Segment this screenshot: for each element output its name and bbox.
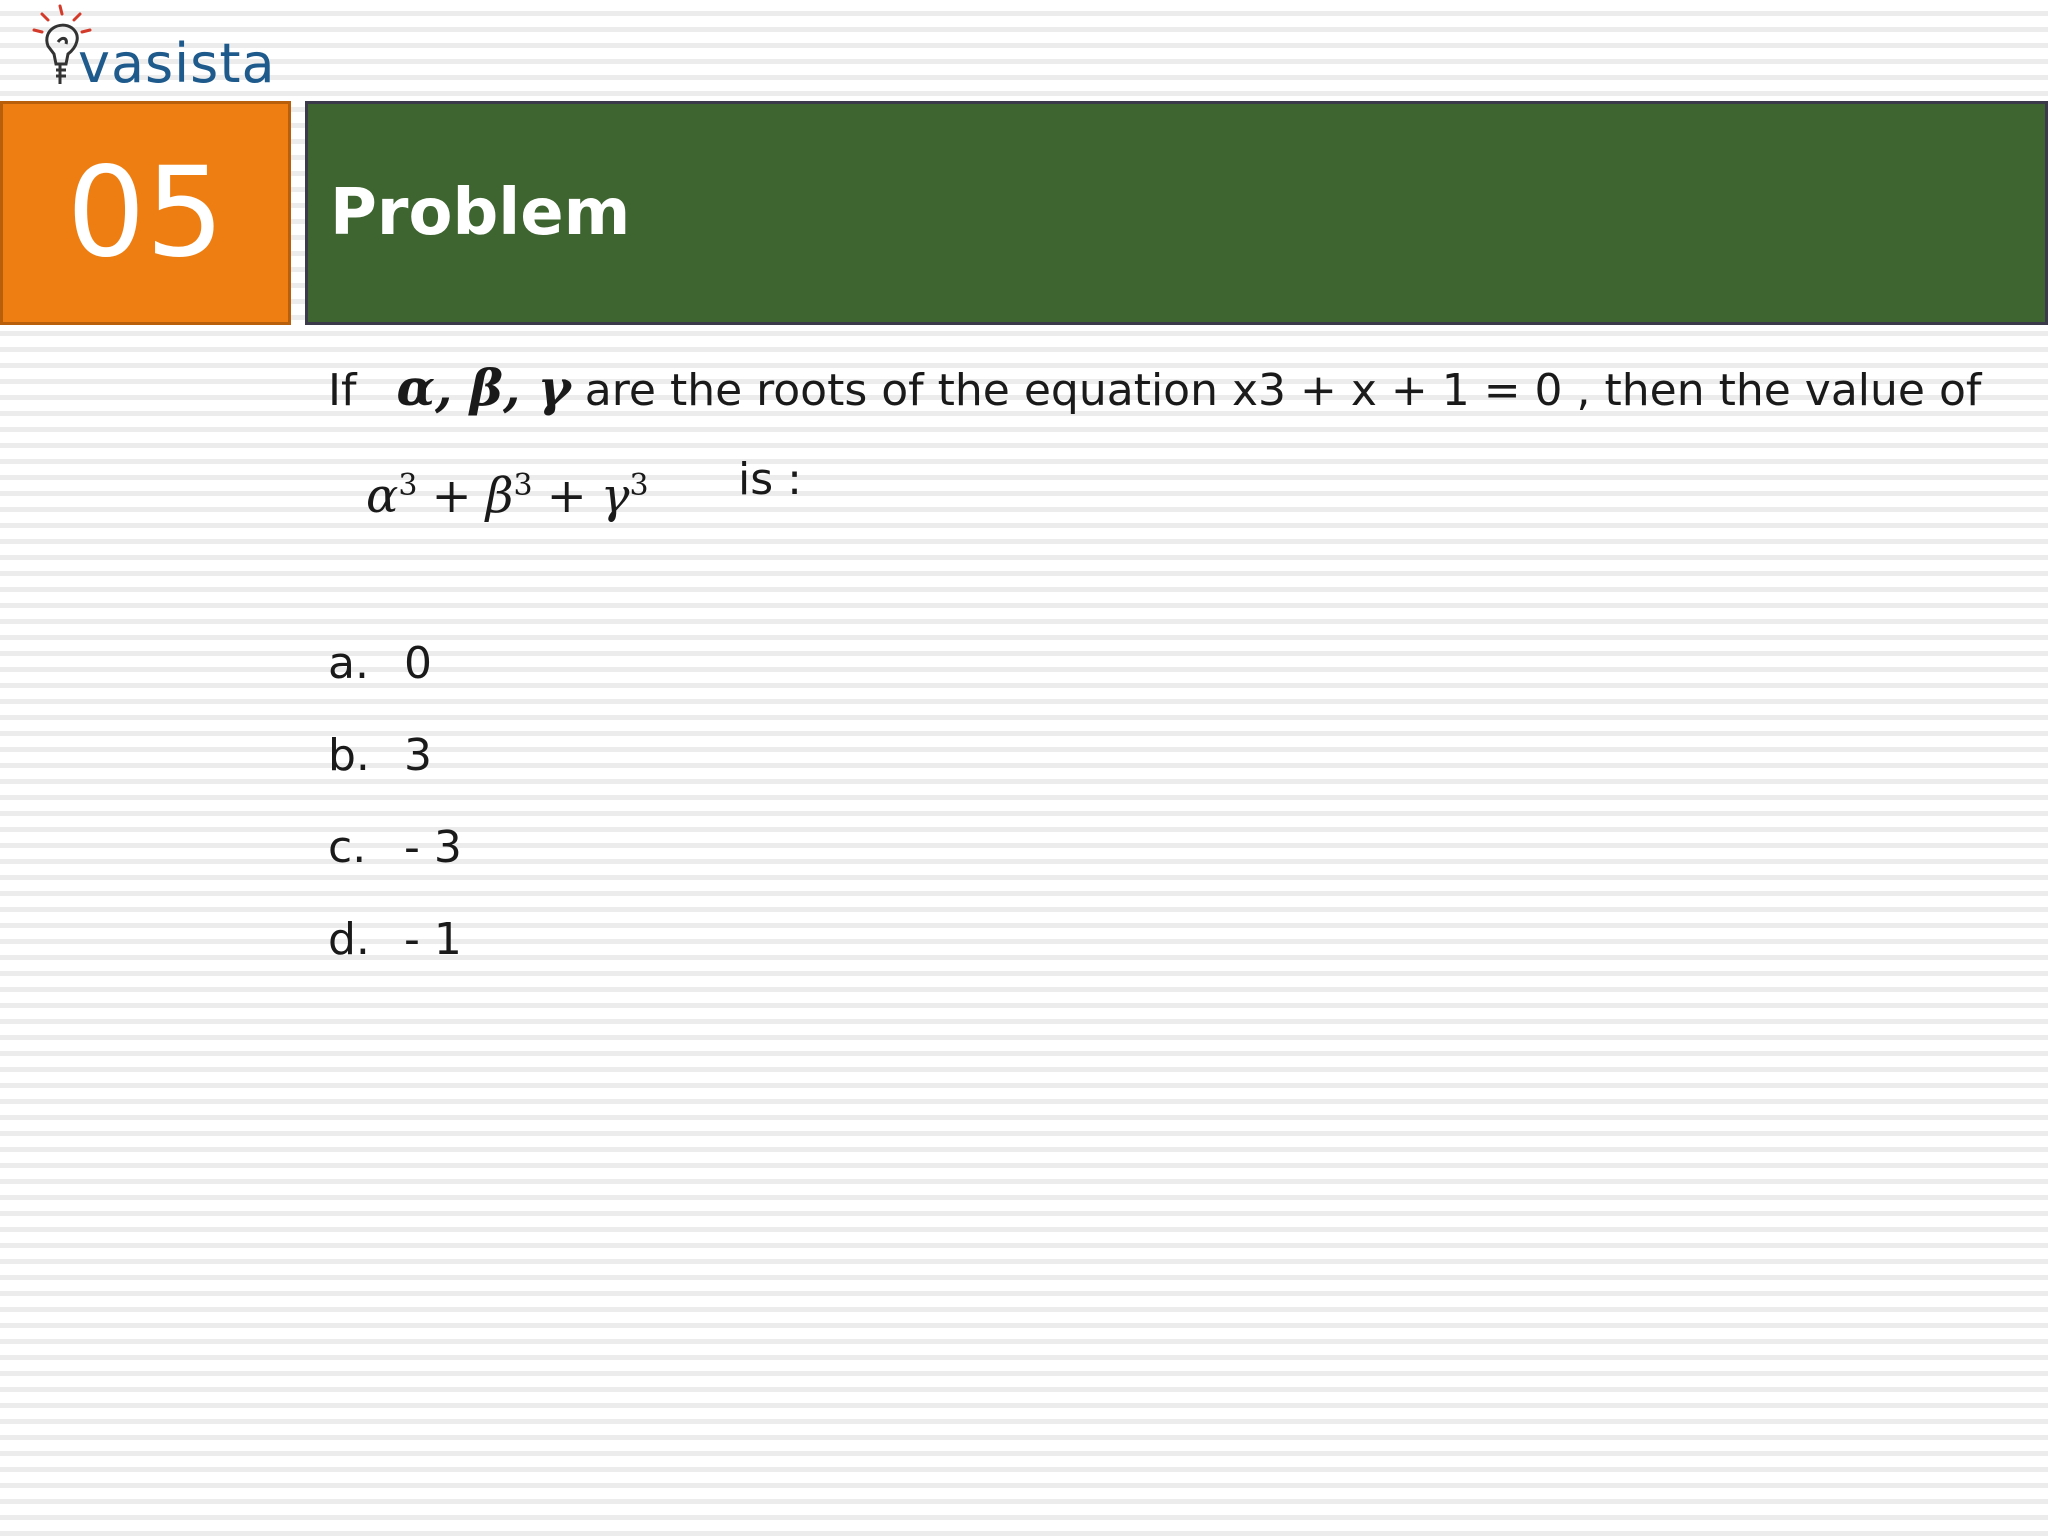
cube-sum-expression <box>366 468 649 524</box>
logo-wordmark: vasista <box>78 32 276 95</box>
plus-sign: + <box>546 468 587 524</box>
question-text: are the roots of the equation x3 + x + 1 = 0 , then the value of <box>584 365 1982 416</box>
option-letter: c. <box>328 822 367 873</box>
slide-number-box <box>0 101 291 325</box>
question-prefix: If <box>328 365 357 416</box>
option-b <box>328 730 462 822</box>
exponent: 3 <box>629 468 649 503</box>
option-value: - 1 <box>404 914 462 965</box>
exponent: 3 <box>398 468 418 503</box>
option-letter: a. <box>328 638 369 689</box>
vasista-logo <box>18 2 288 98</box>
answer-options <box>328 638 462 1006</box>
option-value: - 3 <box>404 822 462 873</box>
gamma-symbol: γ <box>600 468 630 524</box>
option-c <box>328 822 462 914</box>
option-d <box>328 914 462 1006</box>
option-letter: d. <box>328 914 370 965</box>
option-letter: b. <box>328 730 370 781</box>
slide-number: 05 <box>66 141 225 285</box>
plus-sign: + <box>431 468 472 524</box>
root-variables: α, β, γ <box>396 358 571 417</box>
slide-title: Problem <box>330 176 631 250</box>
title-bar <box>305 101 2048 325</box>
beta-symbol: β <box>485 468 514 524</box>
option-a <box>328 638 462 730</box>
alpha-symbol: α <box>366 468 399 524</box>
option-value: 0 <box>404 638 432 689</box>
question-line <box>328 358 1981 417</box>
question-suffix: is : <box>738 454 802 505</box>
option-value: 3 <box>404 730 432 781</box>
exponent: 3 <box>513 468 533 503</box>
